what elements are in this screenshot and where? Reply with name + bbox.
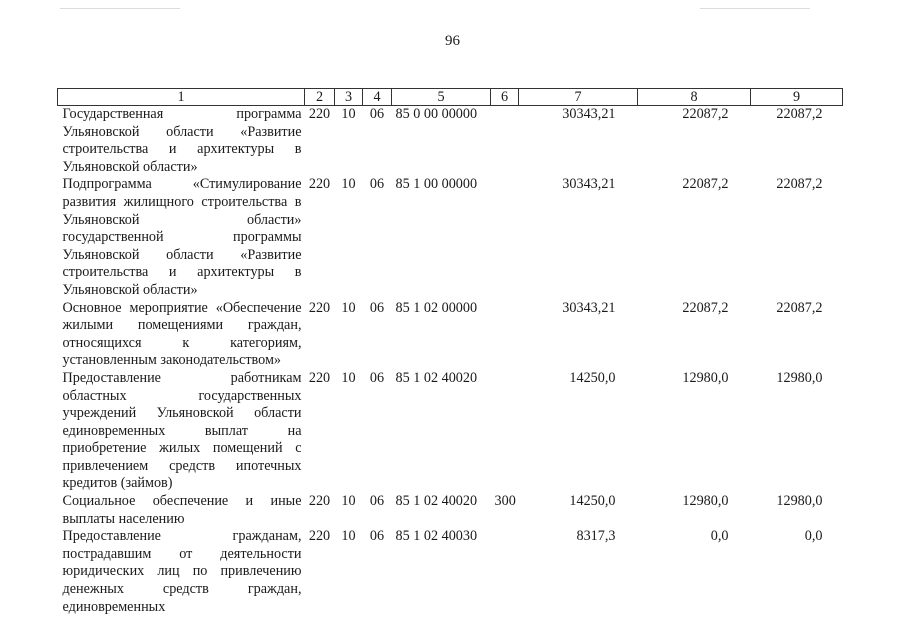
cell-col8: 22087,2 <box>682 299 729 316</box>
cell-col3: 10 <box>341 299 356 316</box>
cell-col2: 220 <box>308 106 331 122</box>
cell-col2: 220 <box>308 369 331 386</box>
cell-col7: 14250,0 <box>569 493 616 510</box>
table-row <box>58 528 843 616</box>
cell-col9: 12980,0 <box>776 369 823 386</box>
cell-col2: 220 <box>308 299 331 316</box>
cell-col3: 10 <box>341 493 356 510</box>
scan-artifact <box>60 8 180 9</box>
cell-col4: 06 <box>369 369 385 386</box>
table-row <box>58 176 843 299</box>
column-header: 4 <box>363 89 392 106</box>
column-header: 1 <box>58 89 305 106</box>
column-header: 3 <box>335 89 363 106</box>
cell-col2: 220 <box>308 493 331 510</box>
cell-col7: 14250,0 <box>569 369 616 386</box>
cell-col4: 06 <box>369 493 385 510</box>
cell-col4: 06 <box>369 299 385 316</box>
row-name: Основное мероприятие «Обеспечение жилыми помещениями граждан, относящихся к категориям, установленным законодательством» <box>62 299 302 369</box>
cell-col6 <box>491 370 519 493</box>
cell-col4: 06 <box>369 106 385 122</box>
cell-col8: 12980,0 <box>682 369 729 386</box>
cell-col6: 300 <box>494 493 516 510</box>
row-name: Социальное обеспечение и иные выплаты населению <box>62 493 302 527</box>
cell-col7: 30343,21 <box>562 299 616 316</box>
cell-col4: 06 <box>369 528 385 545</box>
row-name: Подпрограмма «Стимулирование развития жилищного строительства в Ульяновской области» государственной программы Ульяновской области «Развитие строительства и архитектуры в Ульяновской области» <box>62 176 302 298</box>
cell-col4: 06 <box>369 176 385 193</box>
cell-col6 <box>491 300 519 370</box>
column-header: 7 <box>519 89 638 106</box>
cell-col8: 12980,0 <box>682 493 729 510</box>
cell-col5: 85 1 02 00000 <box>395 299 478 316</box>
cell-col3: 10 <box>341 106 356 122</box>
cell-col9: 12980,0 <box>776 493 823 510</box>
column-header: 9 <box>751 89 843 106</box>
cell-col6 <box>491 176 519 299</box>
table-row <box>58 106 843 177</box>
table-row <box>58 370 843 493</box>
cell-col3: 10 <box>341 176 356 193</box>
cell-col6 <box>491 106 519 177</box>
cell-col2: 220 <box>308 528 331 545</box>
cell-col8: 22087,2 <box>682 176 729 193</box>
cell-col9: 22087,2 <box>776 106 823 122</box>
column-header: 6 <box>491 89 519 106</box>
cell-col5: 85 1 02 40030 <box>395 528 478 545</box>
cell-col5: 85 1 02 40020 <box>395 369 478 386</box>
cell-col3: 10 <box>341 528 356 545</box>
cell-col7: 30343,21 <box>562 176 616 193</box>
cell-col5: 85 1 02 40020 <box>395 493 478 510</box>
cell-col6 <box>491 528 519 616</box>
cell-col7: 30343,21 <box>562 106 616 122</box>
cell-col7: 8317,3 <box>576 528 616 545</box>
table-row <box>58 300 843 370</box>
row-name: Предоставление гражданам, пострадавшим от деятельности юридических лиц по привлечению денежных средств граждан, единовременных <box>62 528 302 615</box>
cell-col9: 22087,2 <box>776 176 823 193</box>
cell-col5: 85 1 00 00000 <box>395 176 478 193</box>
column-header: 2 <box>305 89 335 106</box>
cell-col5: 85 0 00 00000 <box>395 106 478 122</box>
page-number: 96 <box>445 33 460 49</box>
scan-artifact <box>700 8 810 9</box>
table-row <box>58 493 843 528</box>
column-header: 8 <box>638 89 751 106</box>
row-name: Государственная программа Ульяновской области «Развитие строительства и архитектуры в Ульяновской области» <box>62 106 302 175</box>
cell-col3: 10 <box>341 369 356 386</box>
row-name: Предоставление работникам областных государственных учреждений Ульяновской области единовременных выплат на приобретение жилых помещений с привлечением средств ипотечных кредитов (займов) <box>62 369 302 492</box>
budget-table <box>57 88 843 616</box>
column-header: 5 <box>392 89 491 106</box>
cell-col9: 22087,2 <box>776 299 823 316</box>
cell-col8: 0,0 <box>710 528 729 545</box>
cell-col9: 0,0 <box>804 528 823 545</box>
header-row <box>58 89 843 106</box>
cell-col2: 220 <box>308 176 331 193</box>
cell-col8: 22087,2 <box>682 106 729 122</box>
